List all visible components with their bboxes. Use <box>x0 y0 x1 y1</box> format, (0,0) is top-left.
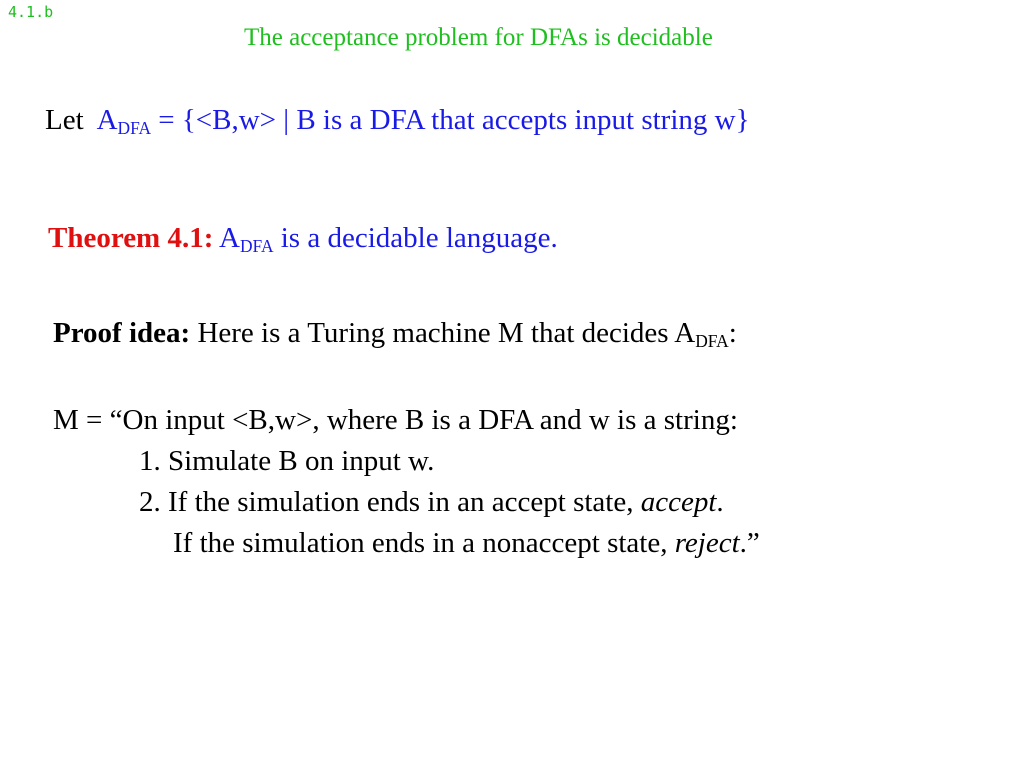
proof-idea-text: Here is a Turing machine M that decides A <box>190 317 696 349</box>
definition-lang-sub: DFA <box>117 118 152 139</box>
machine-step-3-reject: reject <box>674 527 740 559</box>
machine-step-2-text: 2. If the simulation ends in an accept state, <box>139 486 641 518</box>
slide-number: 4.1.b <box>8 3 54 21</box>
definition-line <box>45 104 750 137</box>
theorem-label: Theorem 4.1: <box>48 222 214 254</box>
theorem-lang: A <box>219 222 240 254</box>
definition-set: = {<B,w> | B is a DFA that accepts input string w} <box>151 104 750 136</box>
theorem-line <box>48 222 558 255</box>
machine-step-3-text: If the simulation ends in a nonaccept state, <box>173 527 675 559</box>
theorem-lang-sub: DFA <box>240 236 274 257</box>
definition-prefix: Let <box>45 104 84 136</box>
proof-idea-line <box>53 317 737 350</box>
slide-title: The acceptance problem for DFAs is decidable <box>244 24 713 51</box>
proof-idea-suffix: : <box>728 317 737 349</box>
definition-lang: A <box>96 104 118 136</box>
proof-idea-label: Proof idea: <box>53 317 191 349</box>
machine-header: M = “On input <B,w>, where B is a DFA and w is a string: <box>53 404 738 436</box>
machine-step-2-continued <box>53 523 760 564</box>
machine-step-2 <box>53 482 760 523</box>
machine-description <box>53 400 760 564</box>
machine-step-1: 1. Simulate B on input w. <box>139 445 435 477</box>
machine-step-3-end: .” <box>739 527 760 559</box>
definition-formula <box>96 104 750 139</box>
theorem-statement <box>219 222 558 257</box>
proof-idea-lang-sub: DFA <box>695 331 729 352</box>
machine-step-2-accept: accept <box>640 486 717 518</box>
theorem-text: is a decidable language. <box>273 222 558 254</box>
machine-step-2-end: . <box>716 486 724 518</box>
